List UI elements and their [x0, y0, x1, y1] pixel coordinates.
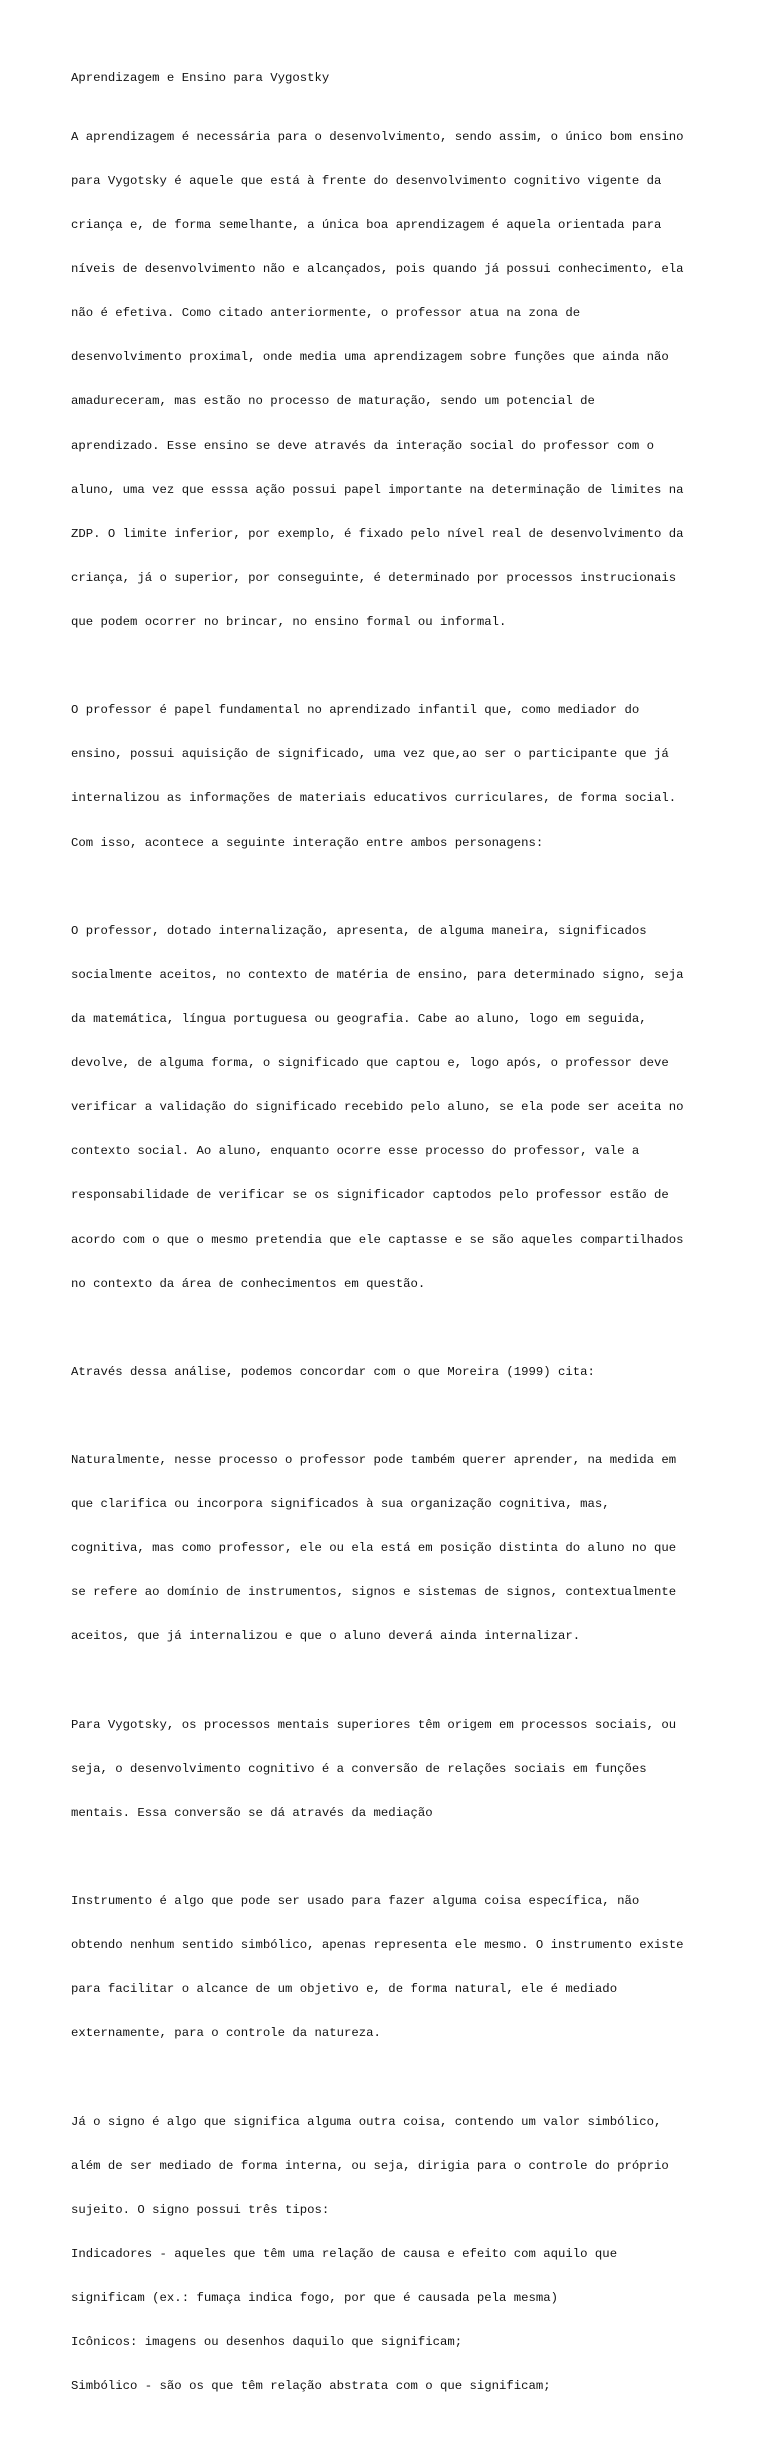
text-line: O professor, dotado internalização, apresenta, de alguma maneira, significados — [71, 923, 647, 938]
text-line: para facilitar o alcance de um objetivo e, de forma natural, ele é mediado — [71, 1982, 618, 1997]
text-line: amadureceram, mas estão no processo de maturação, sendo um potencial de — [71, 394, 595, 409]
text-line: que podem ocorrer no brincar, no ensino formal ou informal. — [71, 615, 507, 629]
text-line: para Vygotsky é aquele que está à frente do desenvolvimento cognitivo vigente da — [71, 173, 662, 188]
text-line: não é efetiva. Como citado anteriormente, o professor atua na zona de — [71, 306, 581, 321]
text-line: que clarifica ou incorpora significados à sua organização cognitiva, mas, — [71, 1497, 610, 1512]
text-line: desenvolvimento proximal, onde media uma aprendizagem sobre funções que ainda não — [71, 350, 669, 365]
text-line: da matemática, língua portuguesa ou geografia. Cabe ao aluno, logo em seguida, — [71, 1011, 647, 1026]
paragraph-2 — [71, 674, 731, 880]
paragraph-8 — [71, 2085, 731, 2423]
paragraph-5-quote — [71, 1424, 731, 1674]
text-line: devolve, de alguma forma, o significado que captou e, logo após, o professor deve — [71, 1056, 669, 1071]
text-line: Instrumento é algo que pode ser usado para fazer alguma coisa específica, não — [71, 1894, 640, 1909]
text-line: se refere ao domínio de instrumentos, signos e sistemas de signos, contextualmente — [71, 1585, 677, 1600]
text-line: socialmente aceitos, no contexto de matéria de ensino, para determinado signo, seja — [71, 967, 684, 982]
text-line: cognitiva, mas como professor, ele ou ela está em posição distinta do aluno no que — [71, 1541, 677, 1556]
paragraph-4 — [71, 1335, 731, 1409]
paragraph-1 — [71, 100, 731, 659]
text-line: externamente, para o controle da natureza. — [71, 2026, 381, 2041]
text-line: obtendo nenhum sentido simbólico, apenas representa ele mesmo. O instrumento existe — [71, 1938, 684, 1953]
text-line: verificar a validação do significado recebido pelo aluno, se ela pode ser aceita no — [71, 1100, 684, 1115]
text-line: internalizou as informações de materiais educativos curriculares, de forma social. — [71, 791, 677, 806]
text-line: ZDP. O limite inferior, por exemplo, é fixado pelo nível real de desenvolvimento da — [71, 526, 684, 541]
text-line: aluno, uma vez que esssa ação possui papel importante na determinação de limites na — [71, 482, 684, 497]
text-line: criança e, de forma semelhante, a única boa aprendizagem é aquela orientada para — [71, 218, 662, 233]
text-line: além de ser mediado de forma interna, ou seja, dirigia para o controle do próprio — [71, 2158, 669, 2173]
text-line: Para Vygotsky, os processos mentais superiores têm origem em processos sociais, ou — [71, 1717, 677, 1732]
text-line: Icônicos: imagens ou desenhos daquilo que significam; — [71, 2335, 463, 2350]
text-line: aprendizado. Esse ensino se deve através da interação social do professor com o — [71, 438, 654, 453]
text-line: A aprendizagem é necessária para o desenvolvimento, sendo assim, o único bom ensino — [71, 129, 684, 144]
paragraph-7 — [71, 1865, 731, 2071]
paragraph-6 — [71, 1688, 731, 1850]
document-title: Aprendizagem e Ensino para Vygostky — [71, 71, 330, 85]
text-line: Indicadores - aqueles que têm uma relação de causa e efeito com aquilo que — [71, 2246, 618, 2261]
text-line: Através dessa análise, podemos concordar com o que Moreira (1999) cita: — [71, 1364, 595, 1379]
text-line: O professor é papel fundamental no aprendizado infantil que, como mediador do — [71, 703, 640, 718]
text-line: criança, já o superior, por conseguinte, é determinado por processos instrucionais — [71, 570, 677, 585]
text-line: níveis de desenvolvimento não e alcançados, pois quando já possui conhecimento, ela — [71, 262, 684, 277]
text-line: Simbólico - são os que têm relação abstrata com o que significam; — [71, 2379, 551, 2394]
text-line: aceitos, que já internalizou e que o aluno deverá ainda internalizar. — [71, 1629, 581, 1644]
text-line: Já o signo é algo que significa alguma outra coisa, contendo um valor simbólico, — [71, 2114, 662, 2129]
paragraph-3 — [71, 894, 731, 1320]
text-line: ensino, possui aquisição de significado, uma vez que,ao ser o participante que já — [71, 747, 669, 762]
text-line: no contexto da área de conhecimentos em questão. — [71, 1276, 426, 1291]
text-line: sujeito. O signo possui três tipos: — [71, 2202, 330, 2217]
document-page — [71, 71, 731, 2438]
text-line: contexto social. Ao aluno, enquanto ocorre esse processo do professor, vale a — [71, 1144, 640, 1159]
text-line: significam (ex.: fumaça indica fogo, por que é causada pela mesma) — [71, 2291, 559, 2306]
text-line: acordo com o que o mesmo pretendia que ele captasse e se são aqueles compartilhados — [71, 1232, 684, 1247]
text-line: responsabilidade de verificar se os significador captodos pelo professor estão de — [71, 1188, 669, 1203]
text-line: Com isso, acontece a seguinte interação entre ambos personagens: — [71, 835, 544, 850]
text-line: mentais. Essa conversão se dá através da mediação — [71, 1805, 433, 1820]
text-line: Naturalmente, nesse processo o professor pode também querer aprender, na medida em — [71, 1453, 677, 1468]
text-line: seja, o desenvolvimento cognitivo é a conversão de relações sociais em funções — [71, 1761, 647, 1776]
